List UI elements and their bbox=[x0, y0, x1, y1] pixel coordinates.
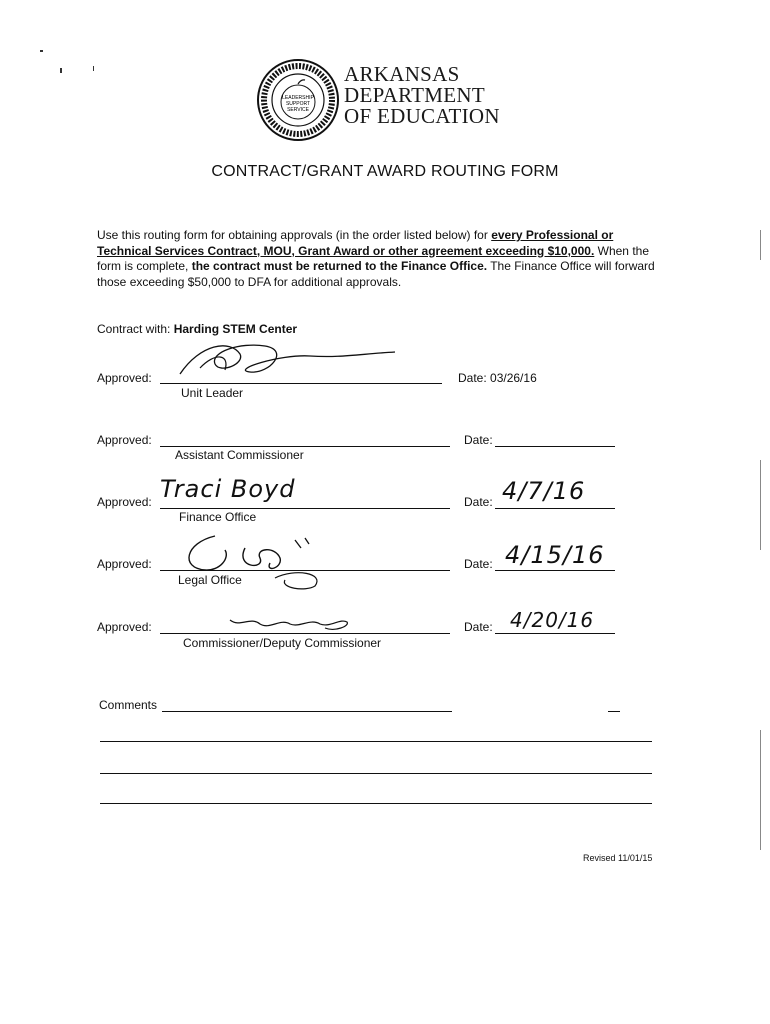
date-line-4[interactable] bbox=[495, 570, 615, 571]
role-unit-leader: Unit Leader bbox=[181, 386, 244, 400]
form-title: CONTRACT/GRANT AWARD ROUTING FORM bbox=[211, 163, 559, 180]
contract-label: Contract with: bbox=[97, 322, 171, 336]
intro-text-1: Use this routing form for obtaining approvals (in the order listed below) for bbox=[97, 228, 492, 242]
date-label-5: Date: bbox=[464, 620, 493, 634]
comments-label: Comments bbox=[99, 698, 158, 712]
date-value-4: 4/15/16 bbox=[505, 541, 605, 569]
contract-value: Harding STEM Center bbox=[173, 322, 298, 336]
comments-line-4[interactable] bbox=[100, 803, 652, 804]
approval-label-2: Approved: bbox=[97, 433, 152, 447]
scan-speck bbox=[93, 66, 94, 71]
svg-text:SUPPORT: SUPPORT bbox=[285, 101, 311, 107]
revised-date: Revised 11/01/15 bbox=[583, 853, 653, 863]
scan-speck bbox=[40, 50, 43, 52]
scan-edge-mark bbox=[760, 230, 761, 260]
date-line-3[interactable] bbox=[495, 508, 615, 509]
svg-text:LEADERSHIP: LEADERSHIP bbox=[282, 95, 314, 101]
approval-label-4: Approved: bbox=[97, 557, 152, 571]
signature-commissioner bbox=[225, 612, 355, 636]
intro-text-2: When the form is complete, bbox=[97, 243, 649, 273]
signature-line-2[interactable] bbox=[160, 446, 450, 447]
approval-label-5: Approved: bbox=[97, 620, 152, 634]
signature-line-3[interactable] bbox=[160, 508, 450, 509]
comments-line-1b bbox=[608, 711, 620, 712]
scan-speck bbox=[60, 68, 62, 73]
approval-label-1: Approved: bbox=[97, 371, 152, 385]
date-line-5[interactable] bbox=[495, 633, 615, 634]
org-line-1: ARKANSAS bbox=[344, 62, 460, 86]
organization-name bbox=[344, 64, 500, 127]
comments-line-3[interactable] bbox=[100, 773, 652, 774]
date-value-5: 4/20/16 bbox=[510, 608, 595, 632]
date-label-4: Date: bbox=[464, 557, 493, 571]
date-label-2: Date: bbox=[464, 433, 493, 447]
org-line-2: DEPARTMENT bbox=[344, 83, 485, 107]
signature-line-1[interactable] bbox=[160, 383, 442, 384]
date-label-3: Date: bbox=[464, 495, 493, 509]
role-commissioner: Commissioner/Deputy Commissioner bbox=[183, 636, 382, 650]
role-legal-office: Legal Office bbox=[178, 573, 242, 587]
role-finance-office: Finance Office bbox=[179, 510, 257, 524]
signature-finance-office: Traci Boyd bbox=[160, 475, 296, 503]
intro-bold-2: the contract must be returned to the Finance Office. bbox=[191, 259, 488, 273]
svg-text:SERVICE: SERVICE bbox=[287, 107, 309, 113]
comments-line-1[interactable] bbox=[162, 711, 452, 712]
intro-paragraph bbox=[97, 228, 657, 290]
scan-edge-mark bbox=[760, 460, 761, 550]
date-line-2[interactable] bbox=[495, 446, 615, 447]
date-label-1: Date: 03/26/16 bbox=[458, 371, 537, 385]
department-seal bbox=[256, 58, 340, 142]
approval-label-3: Approved: bbox=[97, 495, 152, 509]
role-assistant-commissioner: Assistant Commissioner bbox=[175, 448, 304, 462]
scan-edge-mark bbox=[760, 730, 761, 850]
intro-bold-1: every Professional or Technical Services Contract, MOU, Grant Award or other agreement exceeding $10,000. bbox=[97, 228, 614, 258]
intro-text-3: The Finance Office will forward those exceeding $50,000 to DFA for additional approvals. bbox=[97, 259, 655, 289]
date-value-3: 4/7/16 bbox=[502, 477, 586, 505]
comments-line-2[interactable] bbox=[100, 741, 652, 742]
signature-unit-leader bbox=[170, 334, 400, 382]
date-value-1: 03/26/16 bbox=[490, 371, 537, 385]
org-line-3: OF EDUCATION bbox=[344, 104, 500, 128]
